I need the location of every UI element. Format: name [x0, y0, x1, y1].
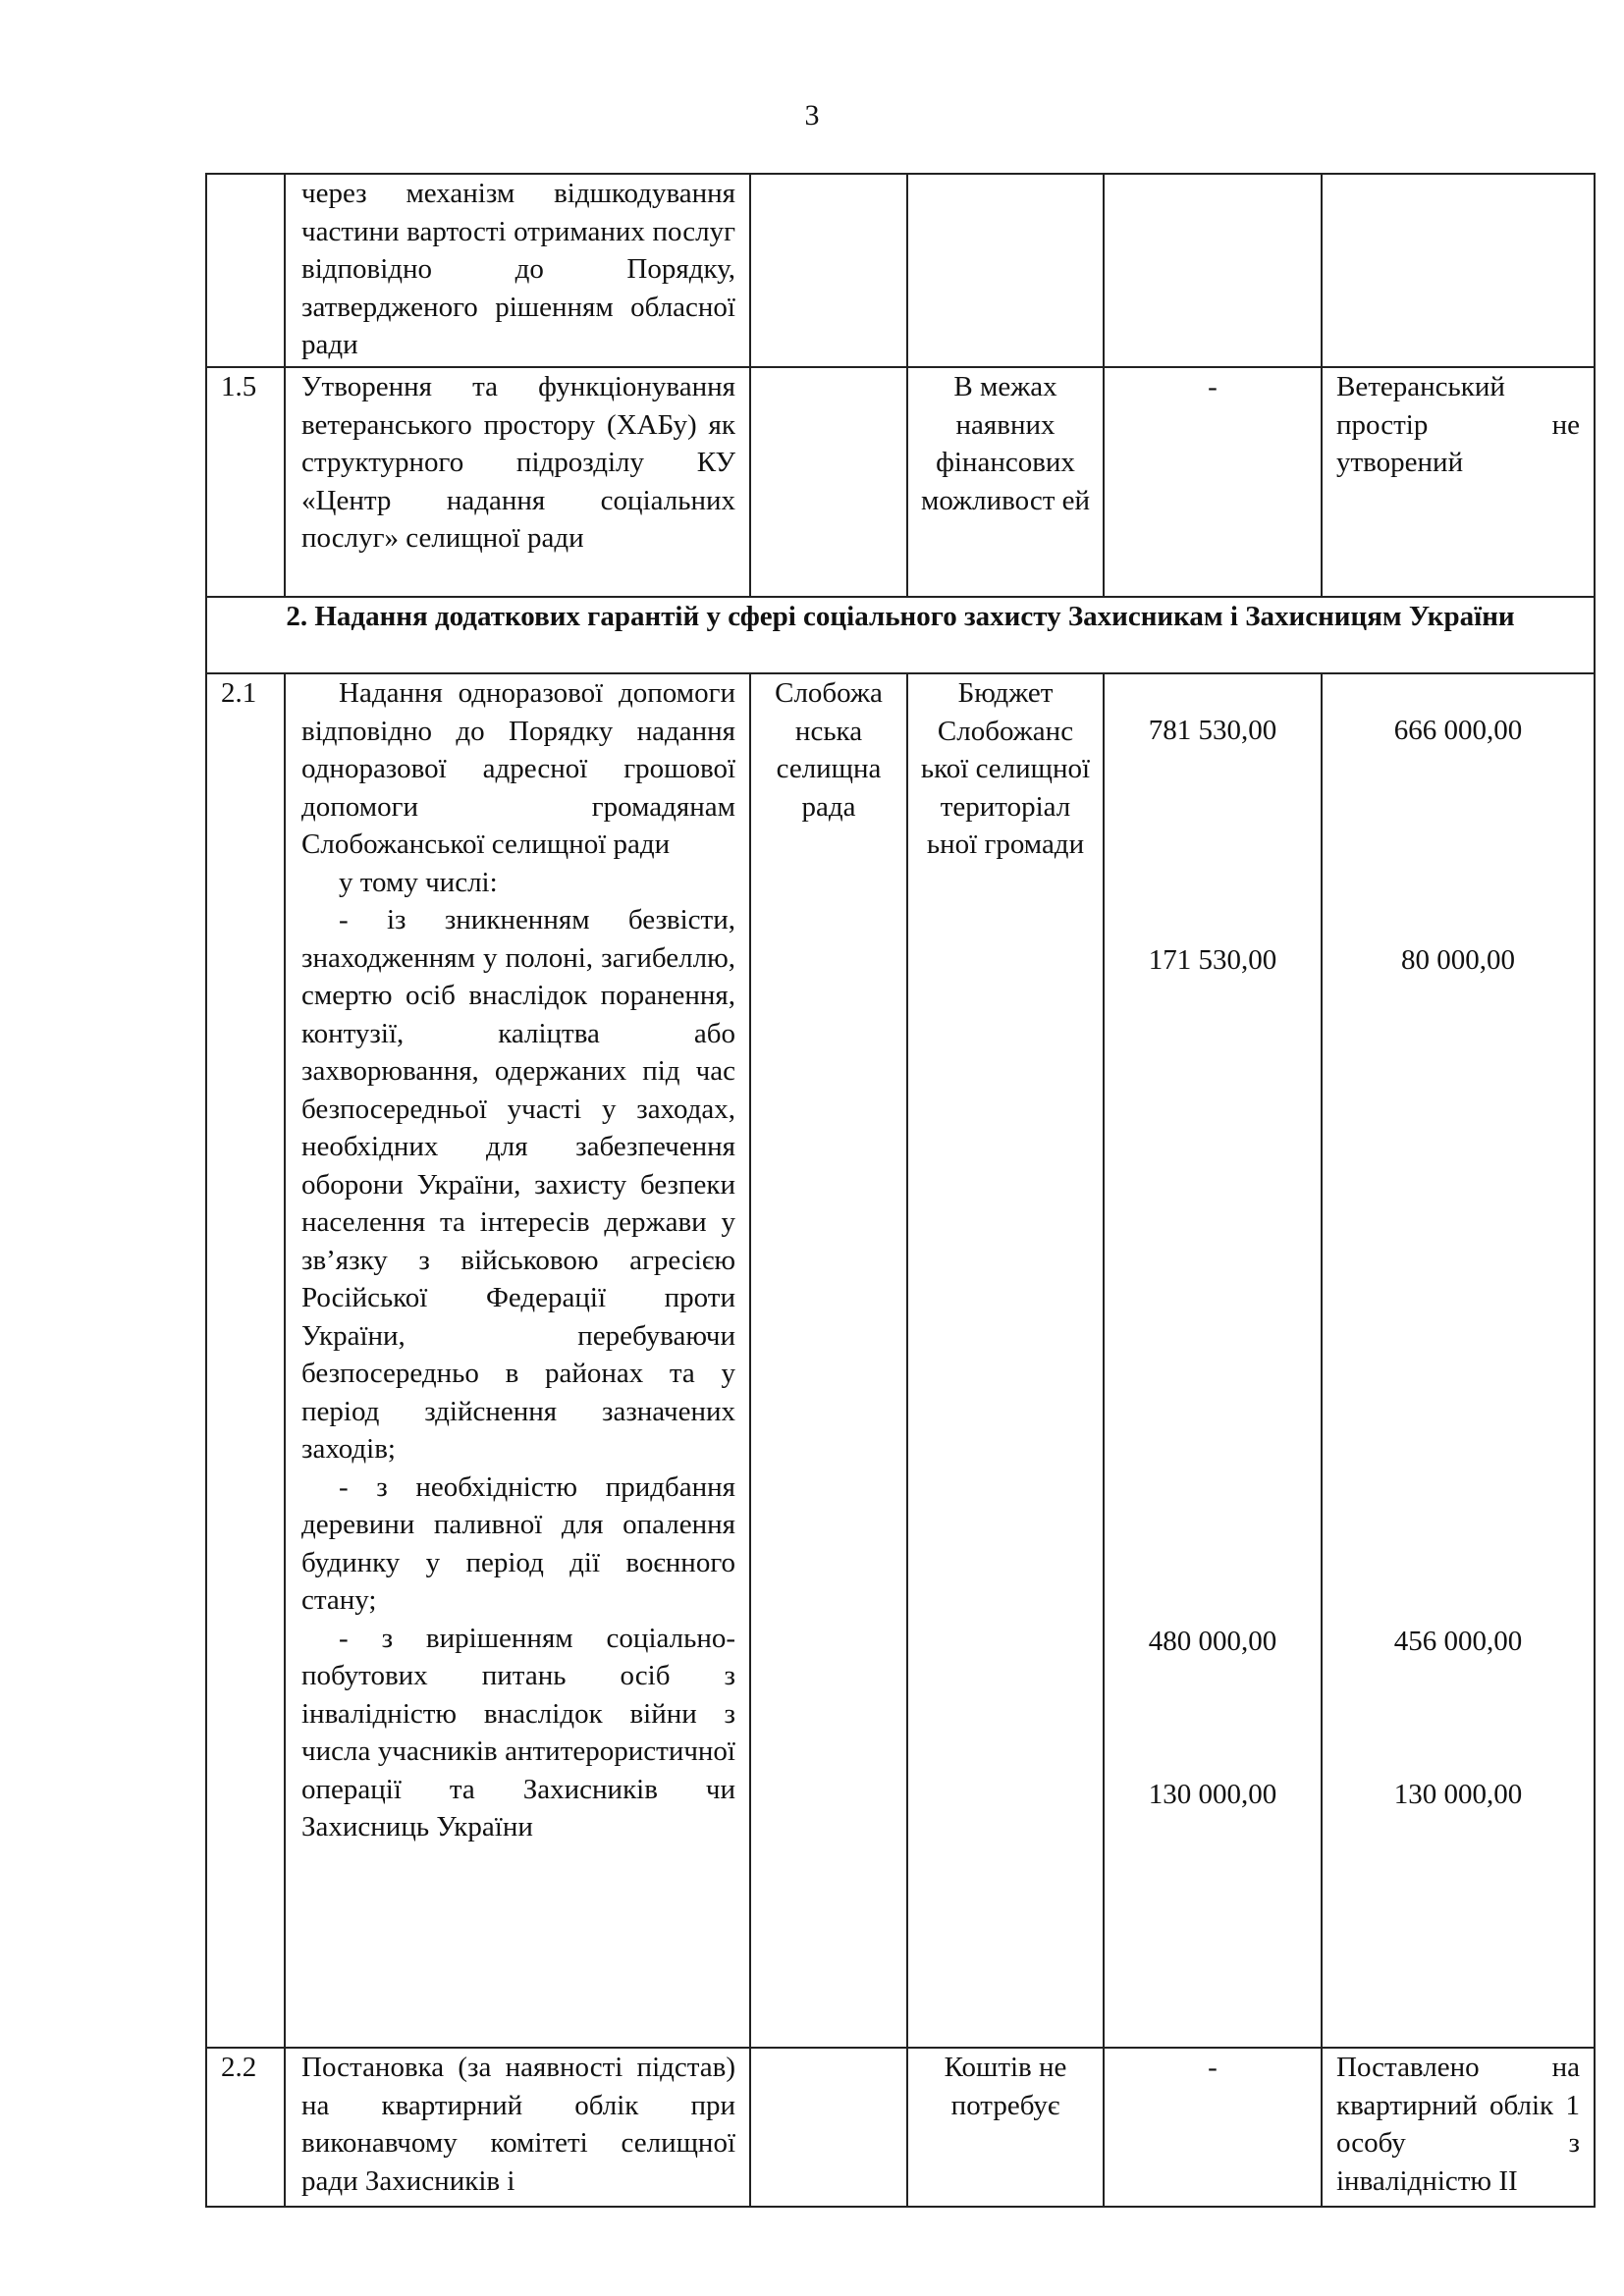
actual-amount-subitem-1: 80 000,00 [1401, 943, 1515, 976]
cell-measure-text [285, 367, 750, 597]
table-row-continuation [206, 174, 1595, 367]
cell-executor [750, 174, 907, 367]
cell-source: В межах наявних фінансових можливост ей [907, 367, 1104, 597]
cell-source: Бюджет Слобожанс ької селищної територіал ьної громади [907, 673, 1104, 2048]
section-2-title: 2. Надання додаткових гарантій у сфері соціального захисту Захисникам і Захисницям України [206, 597, 1595, 673]
cell-number: 2.1 [206, 673, 285, 2048]
table-row-1-5 [206, 367, 1595, 597]
measure-text-subitem-3: - з вирішенням соціально-побутових питань осіб з інвалідністю внаслідок війни з числа учасників антитерористичної операції та Захисників чи Захисниць України [301, 1622, 735, 1842]
table-row-2-1 [206, 673, 1595, 2048]
cell-planned: - [1104, 2048, 1322, 2207]
cell-planned [1104, 174, 1322, 367]
measure-text-including: у тому числі: [339, 866, 498, 898]
measure-text: Утворення та функціонування ветеранського простору (ХАБу) як структурного підрозділу КУ «Центр надання соціальних послуг» селищної ради [301, 371, 735, 554]
cell-planned [1104, 673, 1322, 2048]
measure-text-subitem-2: - з необхідністю придбання деревини паливної для опалення будинку у період дії воєнного стану; [301, 1470, 735, 1616]
page-number: 3 [804, 99, 820, 132]
cell-result: Ветеранський простір не утворений [1322, 367, 1595, 597]
cell-result [1322, 673, 1595, 2048]
cell-executor [750, 367, 907, 597]
cell-number: 1.5 [206, 367, 285, 597]
cell-measure-text [285, 174, 750, 367]
actual-amount-subitem-3: 130 000,00 [1393, 1778, 1523, 1810]
measure-text-main: Надання одноразової допомоги відповідно до Порядку надання одноразової адресної грошової допомоги громадянам Слобожанської селищної ради [301, 677, 735, 860]
cell-planned: - [1104, 367, 1322, 597]
cell-measure-text [285, 2048, 750, 2207]
section-heading-row [206, 597, 1595, 673]
cell-measure-text [285, 673, 750, 2048]
cell-executor: Слобожа нська селищна рада [750, 673, 907, 2048]
planned-amount-subitem-1: 171 530,00 [1148, 943, 1277, 976]
actual-amount-total: 666 000,00 [1393, 715, 1523, 746]
cell-number [206, 174, 285, 367]
measures-table [205, 173, 1596, 2208]
planned-amount-total: 781 530,00 [1148, 715, 1277, 746]
cell-source [907, 174, 1104, 367]
measure-text: Постановка (за наявності підстав) на квартирний облік при виконавчому комітеті селищної ради Захисників і [301, 2052, 735, 2197]
actual-amount-subitem-2: 456 000,00 [1393, 1626, 1523, 1657]
cell-result: Поставлено на квартирний облік 1 особу з інвалідністю II [1322, 2048, 1595, 2207]
measure-text-subitem-1: - із зникненням безвісти, знаходженням у полоні, загибеллю, смертю осіб внаслідок поранення, контузії, каліцтва або захворювання, одержаних під час безпосередньої участі у заходах, необхідних для забезпечення оборони України, захисту безпеки населення та інтересів держави у зв’язку з військовою агресією Російської Федерації проти України, перебуваючи безпосередньо в районах та у період здійснення зазначених заходів; [301, 904, 735, 1465]
cell-result [1322, 174, 1595, 367]
measure-text: через механізм відшкодування частини вартості отриманих послуг відповідно до Порядку, затвердженого рішенням обласної ради [301, 178, 735, 360]
cell-number: 2.2 [206, 2048, 285, 2207]
cell-source: Коштів не потребує [907, 2048, 1104, 2207]
planned-amount-subitem-2: 480 000,00 [1148, 1626, 1277, 1657]
table-row-2-2 [206, 2048, 1595, 2207]
planned-amount-subitem-3: 130 000,00 [1148, 1778, 1277, 1810]
cell-executor [750, 2048, 907, 2207]
